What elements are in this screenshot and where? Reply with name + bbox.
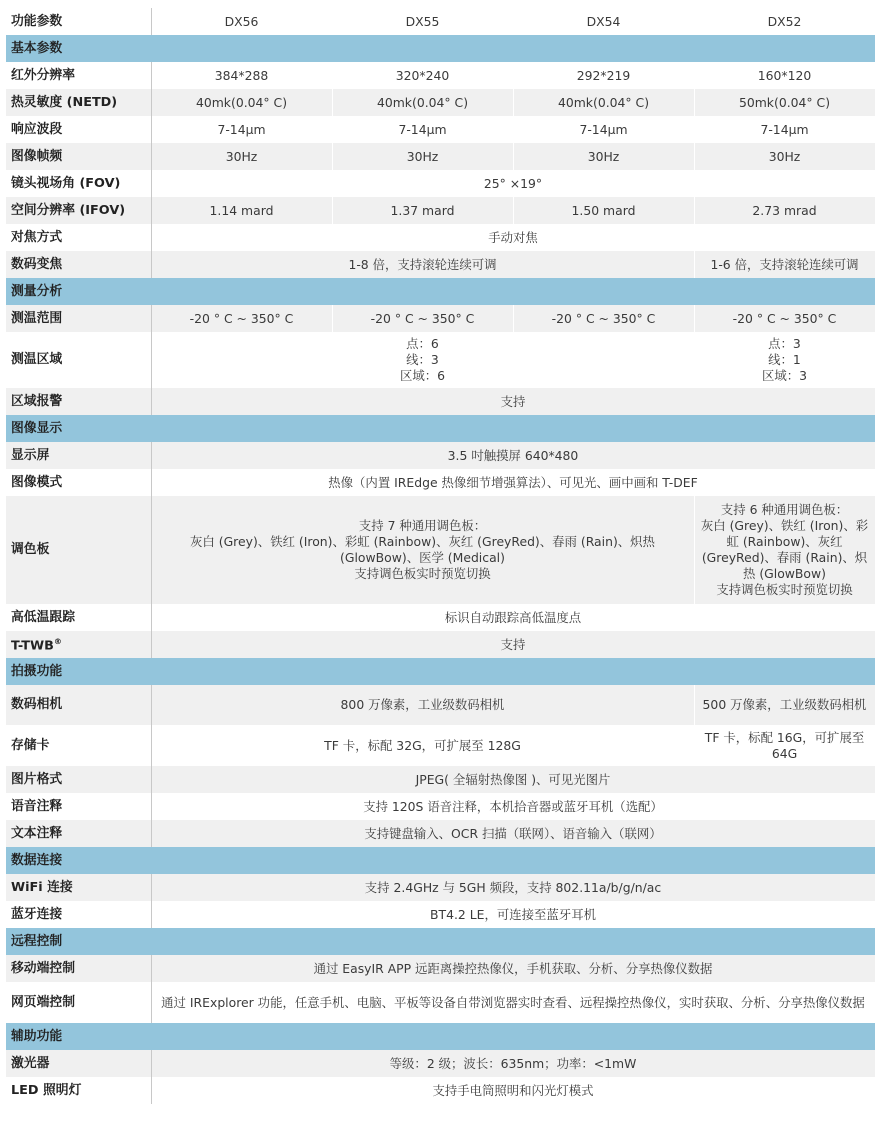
row-label: 蓝牙连接	[6, 901, 151, 928]
header-dx56: DX56	[151, 8, 332, 35]
cell: 标识自动跟踪高低温度点	[151, 604, 875, 631]
cell: 热像（内置 IREdge 热像细节增强算法）、可见光、画中画和 T-DEF	[151, 469, 875, 496]
row-label: 文本注释	[6, 820, 151, 847]
cell: 支持手电筒照明和闪光灯模式	[151, 1077, 875, 1104]
cell: 25° ×19°	[151, 170, 875, 197]
cell: 7-14μm	[694, 116, 875, 143]
cell: -20 ° C ~ 350° C	[694, 305, 875, 332]
cell-line: 支持 7 种通用调色板：	[358, 518, 487, 533]
cell: TF 卡，标配 32G，可扩展至 128G	[151, 725, 694, 766]
cell: 320*240	[332, 62, 513, 89]
row-label: 数码相机	[6, 685, 151, 725]
cell-line: 点：3	[768, 336, 801, 351]
section-connect	[6, 847, 875, 874]
cell: 40mk(0.04° C)	[151, 89, 332, 116]
row-label: 对焦方式	[6, 224, 151, 251]
section-basic	[6, 35, 875, 62]
cell: 2.73 mrad	[694, 197, 875, 224]
table-row	[6, 143, 875, 170]
cell: -20 ° C ~ 350° C	[151, 305, 332, 332]
registered-mark: ®	[53, 637, 62, 647]
row-label: LED 照明灯	[6, 1077, 151, 1104]
cell: 1-6 倍，支持滚轮连续可调	[694, 251, 875, 278]
table-row	[6, 1050, 875, 1077]
cell: 50mk(0.04° C)	[694, 89, 875, 116]
section-aux	[6, 1023, 875, 1050]
row-label: 热灵敏度 (NETD)	[6, 89, 151, 116]
table-row	[6, 388, 875, 415]
cell: 3.5 吋触摸屏 640*480	[151, 442, 875, 469]
section-title: 数据连接	[6, 847, 875, 874]
table-row	[6, 305, 875, 332]
header-dx52: DX52	[694, 8, 875, 35]
row-label: 镜头视场角 (FOV)	[6, 170, 151, 197]
table-row	[6, 766, 875, 793]
cell-line: 线：1	[768, 352, 801, 367]
table-row	[6, 197, 875, 224]
header-row	[6, 8, 875, 35]
section-title: 辅助功能	[6, 1023, 875, 1050]
cell-line: 支持调色板实时预览切换	[716, 582, 853, 597]
row-label: 网页端控制	[6, 982, 151, 1023]
cell: 1.37 mard	[332, 197, 513, 224]
table-row	[6, 604, 875, 631]
cell: 通过 EasyIR APP 远距离操控热像仪，手机获取、分析、分享热像仪数据	[151, 955, 875, 982]
section-display	[6, 415, 875, 442]
table-row	[6, 725, 875, 766]
section-capture	[6, 658, 875, 685]
section-title: 测量分析	[6, 278, 875, 305]
row-label: 区域报警	[6, 388, 151, 415]
cell: 1.14 mard	[151, 197, 332, 224]
row-label: 存储卡	[6, 725, 151, 766]
cell: 40mk(0.04° C)	[332, 89, 513, 116]
section-title: 图像显示	[6, 415, 875, 442]
cell-line: 支持调色板实时预览切换	[354, 566, 491, 581]
spec-table	[6, 8, 876, 1104]
cell: 通过 IRExplorer 功能，任意手机、电脑、平板等设备自带浏览器实时查看、远程操控热像仪，实时获取、分析、分享热像仪数据	[151, 982, 875, 1023]
cell: 等级：2 级；波长：635nm；功率：<1mW	[151, 1050, 875, 1077]
row-label: 高低温跟踪	[6, 604, 151, 631]
cell: 支持	[151, 631, 875, 658]
cell: 30Hz	[332, 143, 513, 170]
section-measure	[6, 278, 875, 305]
row-label: 响应波段	[6, 116, 151, 143]
cell: 支持键盘输入、OCR 扫描（联网）、语音输入（联网）	[151, 820, 875, 847]
cell: 支持	[151, 388, 875, 415]
cell-line: 点：6	[406, 336, 439, 351]
cell: 1-8 倍，支持滚轮连续可调	[151, 251, 694, 278]
row-label: 图像模式	[6, 469, 151, 496]
table-row	[6, 496, 875, 604]
row-label: 激光器	[6, 1050, 151, 1077]
header-dx54: DX54	[513, 8, 694, 35]
table-row	[6, 901, 875, 928]
row-label: WiFi 连接	[6, 874, 151, 901]
cell: -20 ° C ~ 350° C	[513, 305, 694, 332]
table-row	[6, 62, 875, 89]
section-title: 远程控制	[6, 928, 875, 955]
cell: 800 万像素，工业级数码相机	[151, 685, 694, 725]
cell: BT4.2 LE，可连接至蓝牙耳机	[151, 901, 875, 928]
table-row	[6, 116, 875, 143]
cell: 7-14μm	[151, 116, 332, 143]
cell: 30Hz	[151, 143, 332, 170]
cell: 30Hz	[513, 143, 694, 170]
cell: 7-14μm	[332, 116, 513, 143]
cell	[694, 332, 875, 388]
section-remote	[6, 928, 875, 955]
section-title: 基本参数	[6, 35, 875, 62]
cell: 支持 2.4GHz 与 5GH 频段，支持 802.11a/b/g/n/ac	[151, 874, 875, 901]
table-row	[6, 793, 875, 820]
row-label: 空间分辨率 (IFOV)	[6, 197, 151, 224]
table-row	[6, 332, 875, 388]
row-label: 测温范围	[6, 305, 151, 332]
cell	[151, 496, 694, 604]
cell-line: 支持 6 种通用调色板：	[720, 502, 849, 517]
cell-line: 线：3	[406, 352, 439, 367]
cell	[694, 496, 875, 604]
table-row	[6, 251, 875, 278]
cell-line: 灰白 (Grey)、铁红 (Iron)、彩虹 (Rainbow)、灰红 (GreyRed)、春雨 (Rain)、炽热 (GlowBow)	[700, 518, 869, 581]
section-title: 拍摄功能	[6, 658, 875, 685]
row-label: 图像帧频	[6, 143, 151, 170]
row-label: 移动端控制	[6, 955, 151, 982]
cell: 40mk(0.04° C)	[513, 89, 694, 116]
row-label-text: T-TWB	[11, 638, 54, 654]
table-row	[6, 1077, 875, 1104]
cell: -20 ° C ~ 350° C	[332, 305, 513, 332]
table-row	[6, 820, 875, 847]
row-label: 图片格式	[6, 766, 151, 793]
cell-line: 区域：6	[399, 368, 446, 383]
header-param: 功能参数	[6, 8, 151, 35]
cell: 1.50 mard	[513, 197, 694, 224]
cell: TF 卡，标配 16G，可扩展至 64G	[694, 725, 875, 766]
row-label: 显示屏	[6, 442, 151, 469]
row-label: 数码变焦	[6, 251, 151, 278]
table-row	[6, 631, 875, 658]
cell: 支持 120S 语音注释，本机拾音器或蓝牙耳机（选配）	[151, 793, 875, 820]
cell: 292*219	[513, 62, 694, 89]
table-row	[6, 170, 875, 197]
table-row	[6, 224, 875, 251]
cell-line: 区域：3	[761, 368, 808, 383]
table-row	[6, 982, 875, 1023]
cell: 30Hz	[694, 143, 875, 170]
cell: JPEG( 全辐射热像图 )、可见光图片	[151, 766, 875, 793]
table-row	[6, 442, 875, 469]
cell: 384*288	[151, 62, 332, 89]
row-label	[6, 631, 151, 658]
row-label: 红外分辨率	[6, 62, 151, 89]
cell: 手动对焦	[151, 224, 875, 251]
table-row	[6, 955, 875, 982]
table-row	[6, 874, 875, 901]
header-dx55: DX55	[332, 8, 513, 35]
table-row	[6, 469, 875, 496]
row-label: 测温区域	[6, 332, 151, 388]
row-label: 调色板	[6, 496, 151, 604]
table-row	[6, 89, 875, 116]
cell: 160*120	[694, 62, 875, 89]
cell: 500 万像素，工业级数码相机	[694, 685, 875, 725]
table-row	[6, 685, 875, 725]
cell-line: 灰白 (Grey)、铁红 (Iron)、彩虹 (Rainbow)、灰红 (GreyRed)、春雨 (Rain)、炽热 (GlowBow)、医学 (Medical)	[190, 534, 655, 565]
row-label: 语音注释	[6, 793, 151, 820]
cell	[151, 332, 694, 388]
cell: 7-14μm	[513, 116, 694, 143]
